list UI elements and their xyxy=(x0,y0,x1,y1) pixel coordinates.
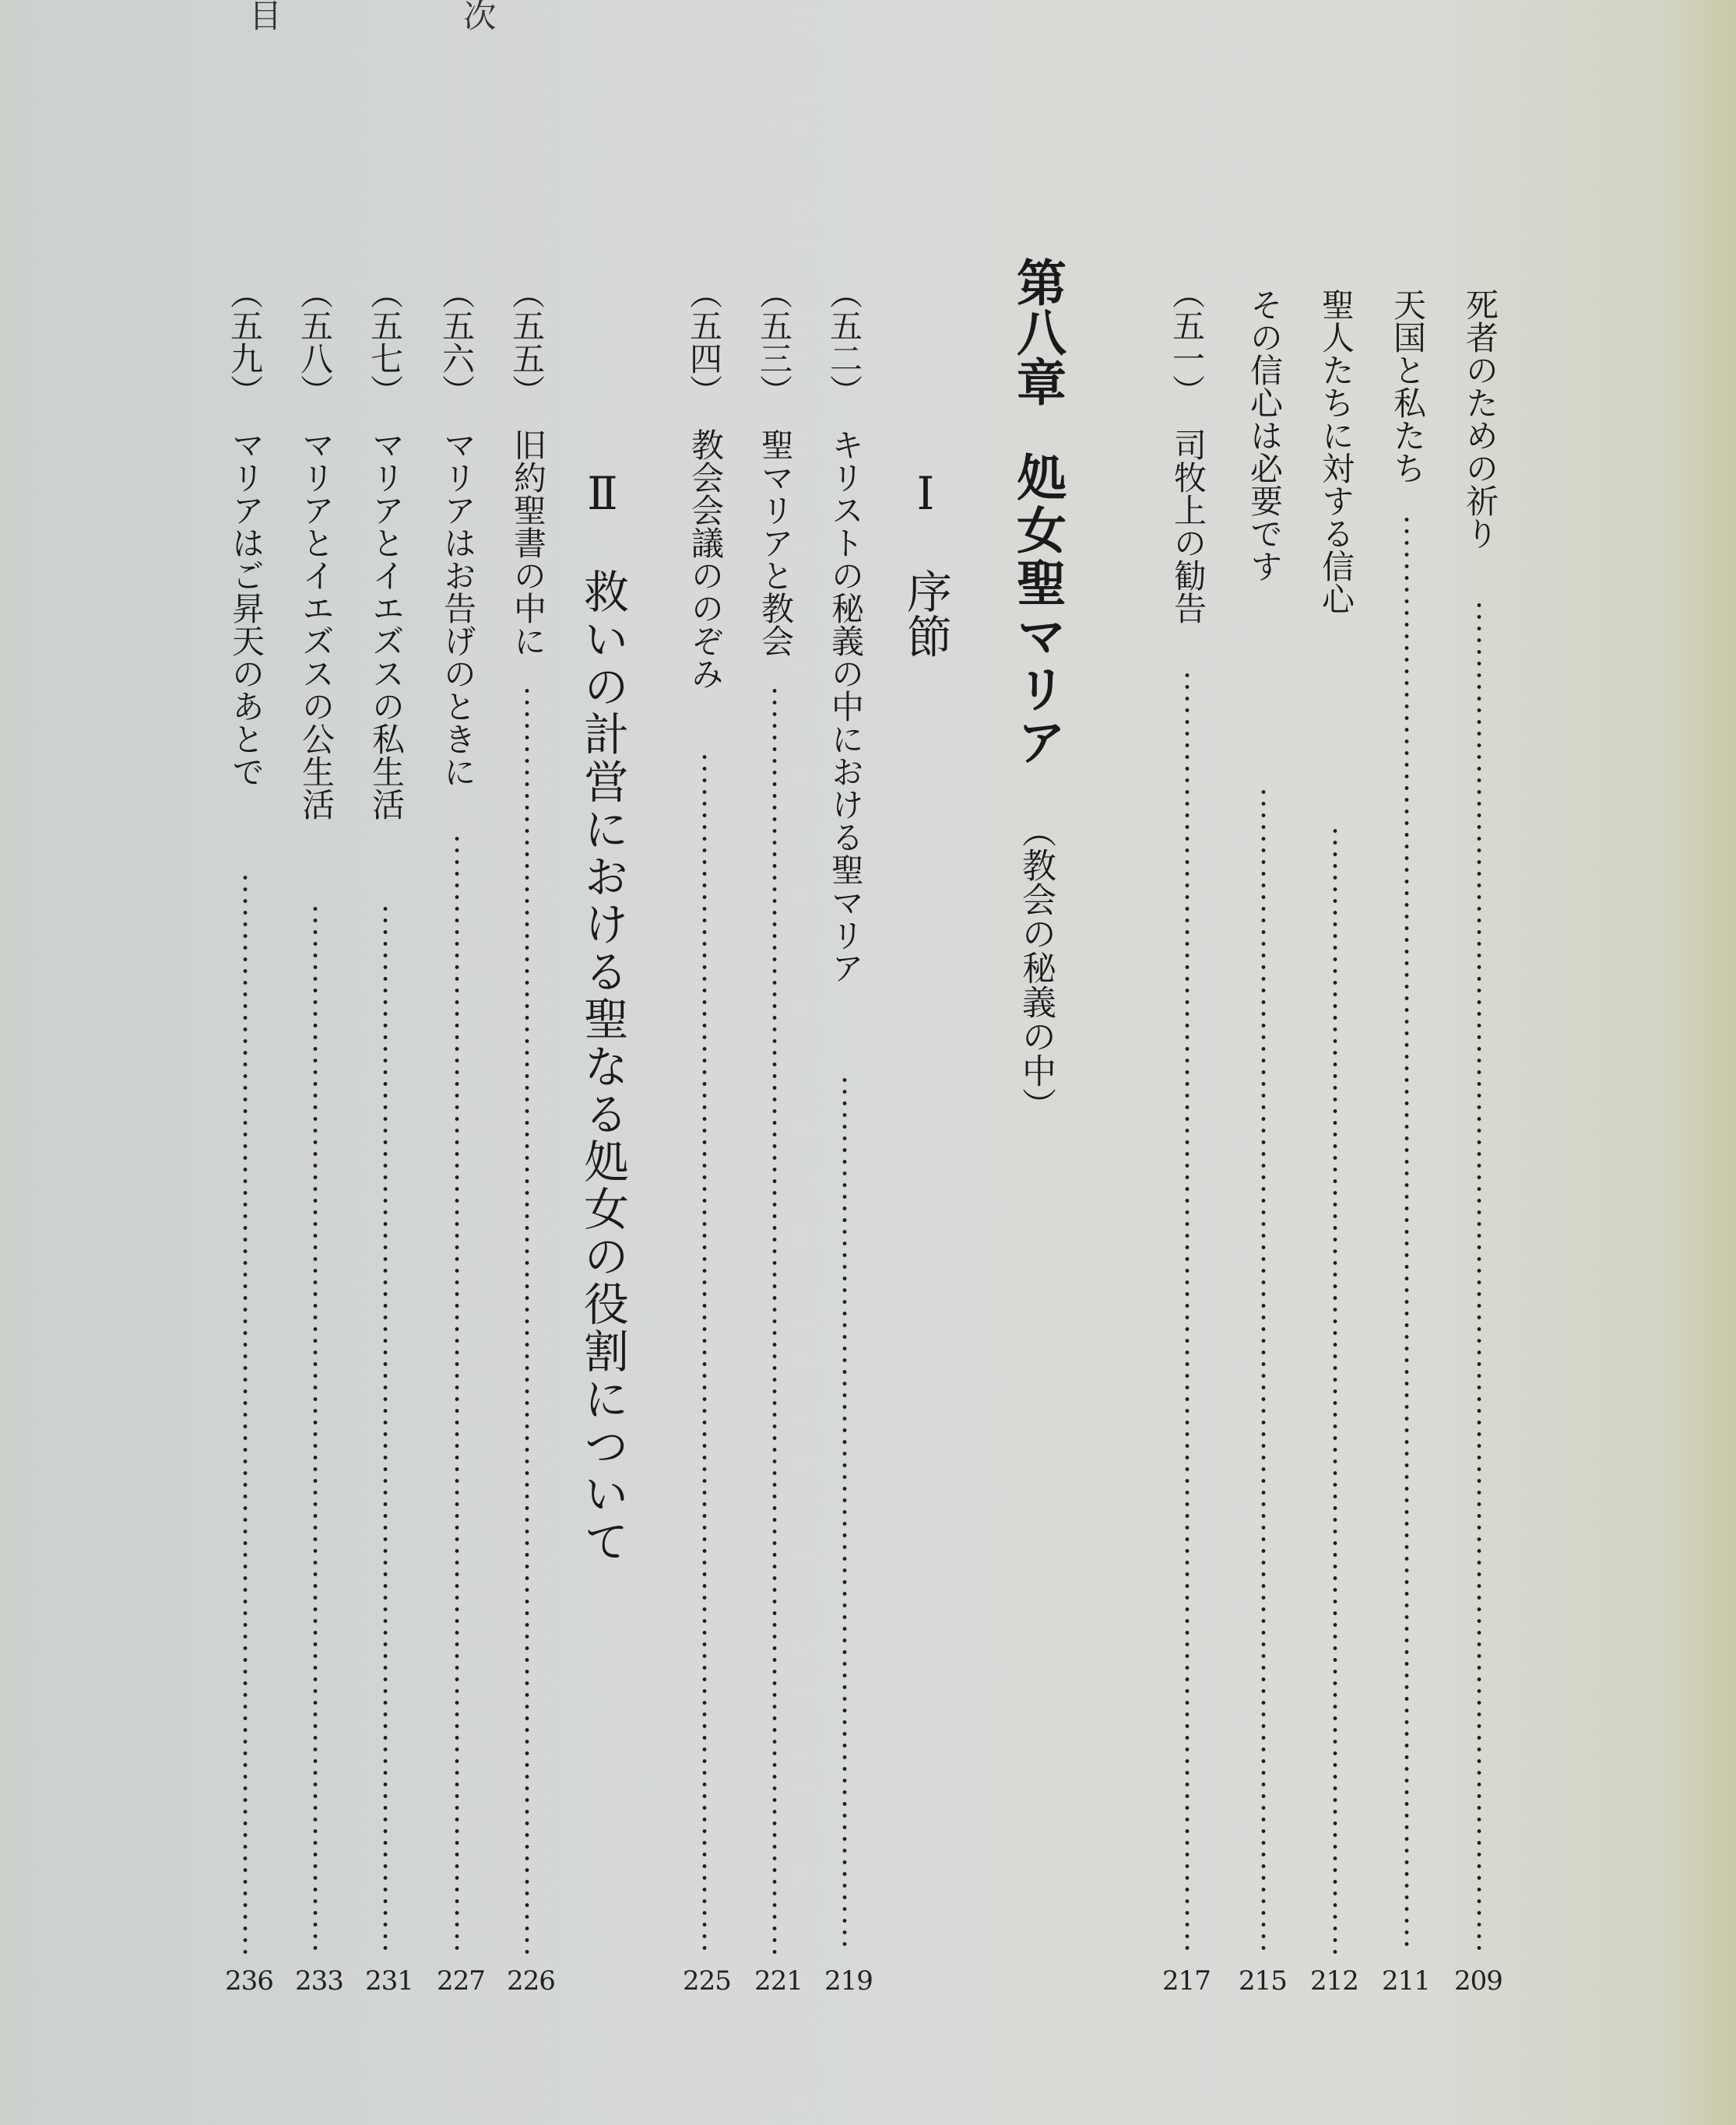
chapter-subtitle: （教会の秘義の中） xyxy=(1016,813,1056,1122)
entry-title: マリアとイエズスの公生活 xyxy=(297,428,336,820)
leader-dots xyxy=(525,685,529,1954)
page-number: 236 xyxy=(225,1965,273,1997)
entry-title: 聖マリアと教会 xyxy=(757,428,795,657)
entry-title: 死者のための祈り xyxy=(1461,288,1499,550)
entry-number: （五二） xyxy=(825,276,863,407)
running-header: 目 次 xyxy=(249,0,582,35)
leader-dots xyxy=(313,903,318,1954)
leader-dots xyxy=(243,872,248,1954)
entry-title: 聖人たちに対する信心 xyxy=(1317,288,1355,615)
entry-number: （五八） xyxy=(296,276,334,407)
entry-number: （五五） xyxy=(508,276,546,407)
entry-number: （五九） xyxy=(226,276,264,407)
section-title: 救いの計営における聖なる処女の役割について xyxy=(576,568,629,1565)
entry-number: （五六） xyxy=(438,276,476,407)
entry-title: マリアはご昇天のあとで xyxy=(227,428,265,788)
page-number: 212 xyxy=(1310,1965,1358,1997)
section-title: 序節 xyxy=(899,568,952,659)
leader-dots xyxy=(455,833,459,1954)
page-number: 227 xyxy=(437,1965,485,1997)
entry-title: 司牧上の勧告 xyxy=(1169,428,1207,624)
section-numeral: Ⅱ xyxy=(576,467,629,520)
page-number: 233 xyxy=(295,1965,343,1997)
chapter-title: 処女聖マリア xyxy=(1008,451,1067,769)
page-number: 226 xyxy=(507,1965,555,1997)
entry-title: 旧約聖書の中に xyxy=(509,428,547,657)
leader-dots xyxy=(1333,825,1337,1954)
leader-dots xyxy=(772,685,777,1954)
entry-number: （五四） xyxy=(685,276,723,407)
leader-dots xyxy=(1404,514,1409,1954)
chapter-label: 第八章 xyxy=(1008,257,1067,406)
entry-title: その信心は必要です xyxy=(1246,288,1284,582)
entry-number: （五三） xyxy=(755,276,793,407)
leader-dots xyxy=(1477,599,1481,1954)
page-number: 221 xyxy=(754,1965,803,1997)
leader-dots xyxy=(1185,669,1190,1954)
page-number: 209 xyxy=(1454,1965,1502,1997)
leader-dots xyxy=(702,751,707,1954)
entry-title: マリアとイエズスの私生活 xyxy=(367,428,406,820)
entry-title: 教会会議ののぞみ xyxy=(687,428,725,690)
leader-dots xyxy=(842,1074,847,1954)
entry-number: （五七） xyxy=(366,276,404,407)
entry-number: （五一） xyxy=(1168,276,1206,407)
page-number: 225 xyxy=(683,1965,731,1997)
page-number: 219 xyxy=(824,1965,873,1997)
section-numeral: Ⅰ xyxy=(899,467,952,520)
page-number: 217 xyxy=(1162,1965,1211,1997)
page-number: 231 xyxy=(365,1965,413,1997)
entry-title: マリアはお告げのときに xyxy=(439,428,477,788)
entry-title: キリストの秘義の中における聖マリア xyxy=(827,428,865,984)
leader-dots xyxy=(383,903,388,1954)
entry-title: 天国と私たち xyxy=(1389,288,1427,484)
leader-dots xyxy=(1261,786,1266,1954)
page-number: 211 xyxy=(1382,1965,1430,1997)
page-number: 215 xyxy=(1239,1965,1287,1997)
